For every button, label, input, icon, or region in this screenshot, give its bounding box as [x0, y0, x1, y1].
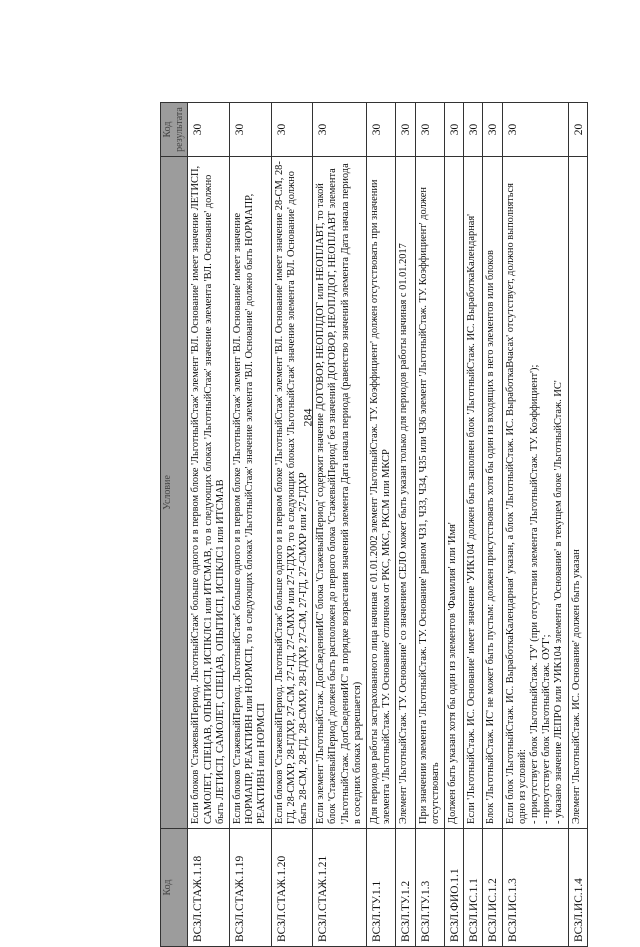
table-row [464, 103, 483, 947]
header-result: Код результата [161, 103, 188, 157]
table-row [483, 103, 502, 947]
table-header-row [161, 103, 188, 947]
result-code: 30 [445, 103, 464, 157]
table-row [271, 103, 313, 947]
result-code: 30 [396, 103, 415, 157]
rule-condition: Элемент 'ЛьготныйСтаж. ТУ. Основание' со значением СЕЛО может быть указан только для периодов работы начиная с 01.01.2017 [396, 157, 415, 829]
rule-code: ВСЗЛ.СТАЖ.1.18 [188, 829, 230, 947]
page-number: 284 [300, 408, 315, 427]
rule-condition: Элемент 'ЛьготныйСтаж. ИС. Основание' должен быть указан [568, 157, 587, 829]
subcondition-item: - присутствует блок 'ЛьготныйСтаж. ОУТ'; [541, 634, 553, 824]
rule-condition: Блок 'ЛьготныйСтаж. ИС' не может быть пустым: должен присутствовать хотя бы один из входящих в него элементов или блоков [483, 157, 502, 829]
rule-code: ВСЗЛ.ТУ.1.3 [415, 829, 444, 947]
rule-condition: Если элемент 'ЛьготныйСтаж. ДопСведенияИС' блока 'СтажевыйПериод' содержит значение ДОГОВОР, НЕОПЛДОГ или НЕОПЛАВТ, то такой блок 'СтажевыйПериод' должен быть расположен до первого блока 'СтажевыйПериод' без значений ДОГОВОР, НЕОПЛДОГ, НЕОПЛАВТ элемента 'ЛьготныйСтаж. ДопСведенияИС' в порядке возрастания значений элемента Дата начала периода (равенство значений элемента Дата начала периода в соседних блоках разрешается) [313, 157, 367, 829]
rule-condition: Если блоков 'СтажевыйПериод. ЛьготныйСтаж' больше одного и в первом блоке 'ЛьготныйСтаж' элемент 'ВЛ. Основание' имеет значение НОРМАПР, РЕАКТИВН или НОРМСП, то в следующих блоках 'ЛьготныйСтаж' значение элемента 'ВЛ. Основание' должно быть НОРМАПР, РЕАКТИВН или НОРМСП [230, 157, 272, 829]
table-row [313, 103, 367, 947]
result-code: 30 [483, 103, 502, 157]
rule-code: ВСЗЛ.ТУ.1.1 [367, 829, 396, 947]
result-code: 30 [367, 103, 396, 157]
table-row [230, 103, 272, 947]
rule-code: ВСЗЛ.СТАЖ.1.21 [313, 829, 367, 947]
header-code: Код [161, 829, 188, 947]
result-code: 30 [188, 103, 230, 157]
validation-rules-table [160, 102, 588, 947]
rule-code: ВСЗЛ.СТАЖ.1.20 [271, 829, 313, 947]
rotated-table-wrapper [160, 102, 635, 947]
rule-condition: Для периодов работы застрахованного лица начиная с 01.01.2002 элемент 'ЛьготныйСтаж. ТУ. Коэффициент' должен отсутствовать при значении элемента 'ЛьготныйСтаж. ТУ. Основание' отличном от РКС, МКС, РКСМ или МКСР [367, 157, 396, 829]
rule-condition: При значении элемента 'ЛьготныйСтаж. ТУ. Основание' равном Ч31, Ч33, Ч34, Ч35 или Ч36 элемент 'ЛьготныйСтаж. ТУ. Коэффициент' должен отсутствовать [415, 157, 444, 829]
table-row [188, 103, 230, 947]
subcondition-item: - указано значение ЛЕПРО или УИК104 элемента 'Основание' в текущем блоке 'ЛьготныйСтаж. ИС' [553, 380, 565, 824]
result-code: 30 [464, 103, 483, 157]
rule-code: ВСЗЛ.ФИО.1.1 [445, 829, 464, 947]
table-row [568, 103, 587, 947]
rule-condition: Если 'ЛьготныйСтаж. ИС. Основание' имеет значение 'УИК104' должен быть заполнен блок 'ЛьготныйСтаж. ИС. ВыработкаКалендарная' [464, 157, 483, 829]
result-code: 30 [271, 103, 313, 157]
result-code: 30 [313, 103, 367, 157]
table-row [396, 103, 415, 947]
result-code: 30 [230, 103, 272, 157]
table-row [502, 103, 568, 947]
result-code: 30 [415, 103, 444, 157]
header-condition: Условие [161, 157, 188, 829]
table-row [445, 103, 464, 947]
rule-condition: Если блоков 'СтажевыйПериод. ЛьготныйСтаж' больше одного и в первом блоке 'ЛьготныйСтаж' элемент 'ВЛ. Основание' имеет значение 28-СМ, 28-ГД, 28-СМХР, 28-ГДХР, 27-СМ, 27-ГД, 27-СМХР или 27-ГДХР, то в следующих блоках 'ЛьготныйСтаж' значение элемента 'ВЛ. Основание' должно быть 28-СМ, 28-ГД, 28-СМХР, 28-ГДХР, 27-СМ, 27-ГД, 27-СМХР или 27-ГДХР [271, 157, 313, 829]
rule-condition-intro: Если блок 'ЛьготныйСтаж. ИС. ВыработкаКалендарная' указан, а блок 'ЛьготныйСтаж. ИС. ВыработкаВчасах' отсутствует, должно выполняться одно из условий: [504, 183, 528, 824]
rule-condition: Если блоков 'СтажевыйПериод. ЛьготныйСтаж' больше одного и в первом блоке 'ЛьготныйСтаж' элемент 'ВЛ. Основание' имеет значение ЛЕТИСП, САМОЛЕТ, СПЕЦАВ, ОПЫТИСП, ИСПКЛС1 или ИТСМАВ, то в следующих блоках 'ЛьготныйСтаж' значение элемента 'ВЛ. Основание' должно быть ЛЕТИСП, САМОЛЕТ, СПЕЦАВ, ОПЫТИСП, ИСПКЛС1 или ИТСМАВ [188, 157, 230, 829]
rule-code: ВСЗЛ.ТУ.1.2 [396, 829, 415, 947]
rule-code: ВСЗЛ.ИС.1.4 [568, 829, 587, 947]
rule-code: ВСЗЛ.ИС.1.2 [483, 829, 502, 947]
rule-condition [502, 157, 568, 829]
result-code: 30 [502, 103, 568, 157]
rule-code: ВСЗЛ.ИС.1.1 [464, 829, 483, 947]
rule-code: ВСЗЛ.СТАЖ.1.19 [230, 829, 272, 947]
subcondition-item: - присутствует блок 'ЛьготныйСтаж. ТУ' (при отсутствии элемента 'ЛьготныйСтаж. ТУ. Коэффициент'); [529, 364, 541, 824]
rule-code: ВСЗЛ.ИС.1.3 [502, 829, 568, 947]
result-code: 20 [568, 103, 587, 157]
rule-condition: Должен быть указан хотя бы один из элементов 'Фамилия' или 'Имя' [445, 157, 464, 829]
table-row [415, 103, 444, 947]
table-row [367, 103, 396, 947]
